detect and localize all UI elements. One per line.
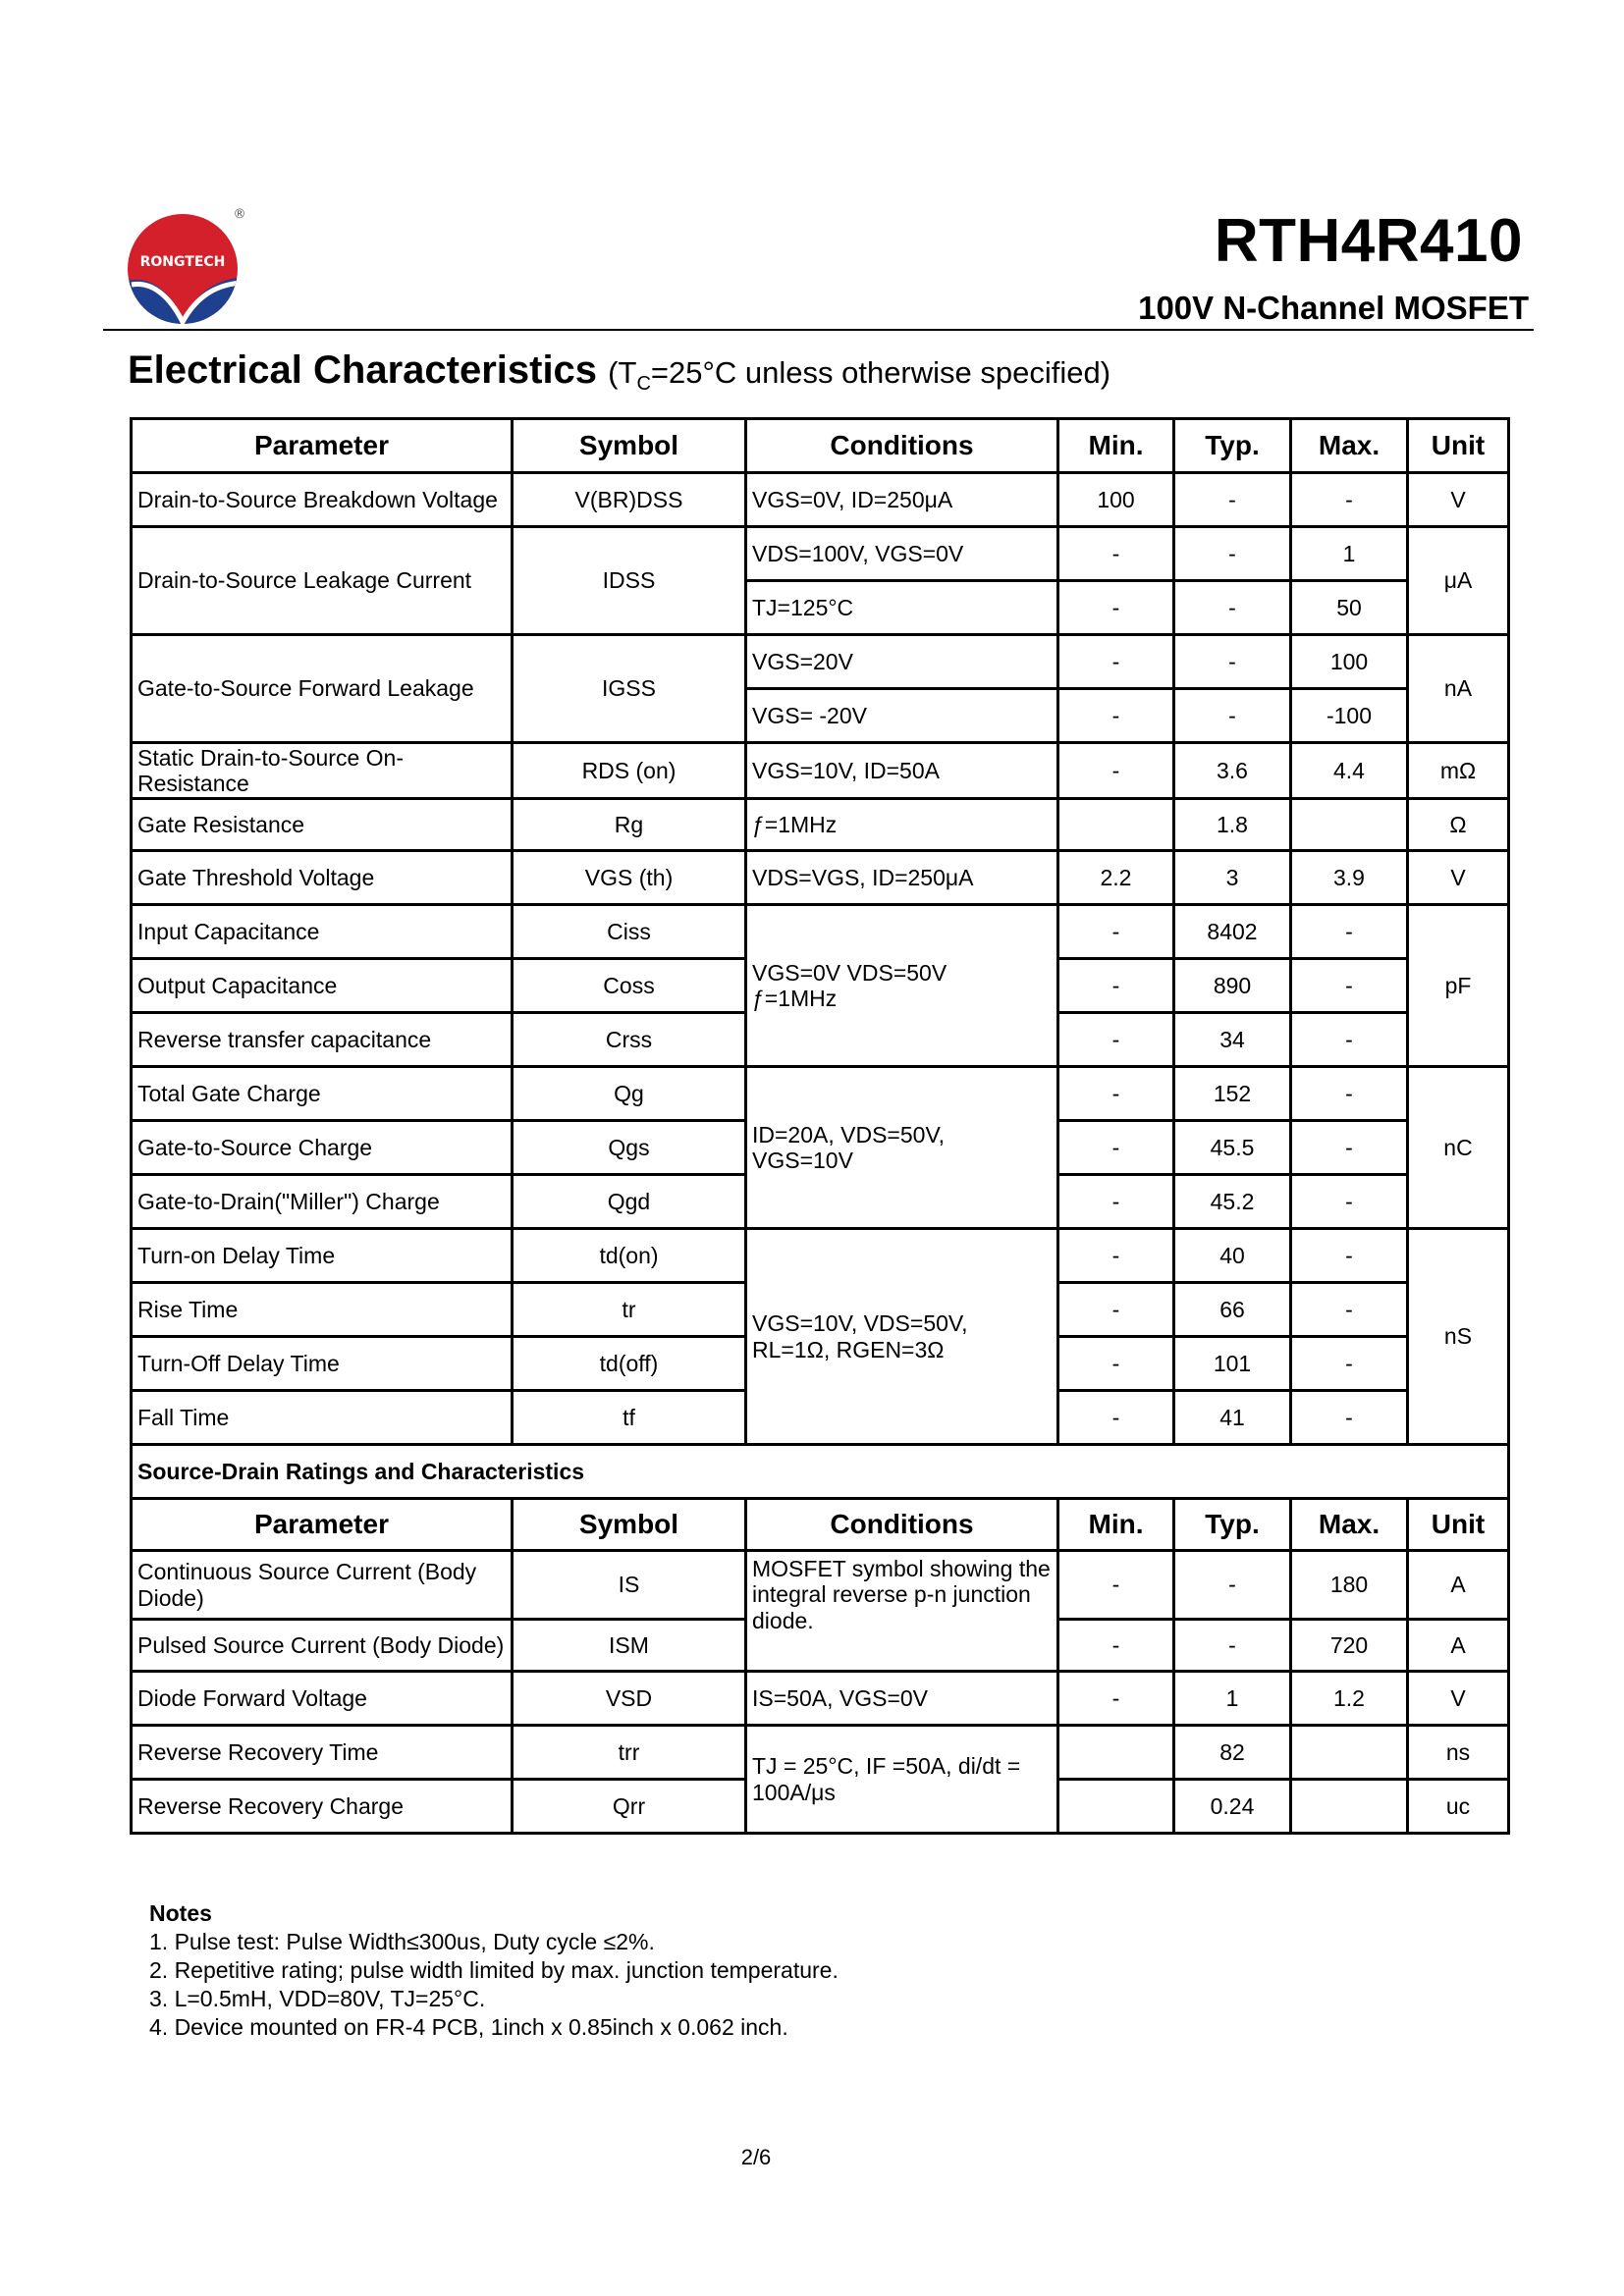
- symbol-cell: Coss: [513, 959, 746, 1013]
- min-cell: -: [1058, 581, 1174, 635]
- symbol-cell: Rg: [513, 799, 746, 851]
- table-row: [132, 799, 1509, 851]
- table-row: [132, 1726, 1509, 1780]
- table-row: [132, 1067, 1509, 1121]
- rongtech-logo: [128, 204, 245, 327]
- max-cell: 100: [1291, 635, 1408, 689]
- header-cell: Parameter: [132, 1499, 513, 1551]
- page-number: 2/6: [740, 2145, 772, 2169]
- symbol-cell: IDSS: [513, 527, 746, 635]
- notes-block: [149, 1899, 839, 2042]
- typ-cell: 101: [1174, 1337, 1291, 1391]
- max-cell: -100: [1291, 689, 1408, 743]
- max-cell: 1: [1291, 527, 1408, 581]
- min-cell: -: [1058, 1620, 1174, 1672]
- notes-title: Notes: [149, 1900, 212, 1926]
- max-cell: -: [1291, 1121, 1408, 1175]
- section-title: Electrical Characteristics ($T_C=25^\circ C$ unless otherwise specified): [128, 348, 1111, 396]
- param-cell: Reverse Recovery Charge: [132, 1780, 513, 1834]
- param-cell: Output Capacitance: [132, 959, 513, 1013]
- table-row: [132, 1229, 1509, 1283]
- param-cell: Fall Time: [132, 1391, 513, 1445]
- min-cell: -: [1058, 689, 1174, 743]
- max-cell: -: [1291, 959, 1408, 1013]
- param-cell: Gate-to-Drain("Miller") Charge: [132, 1175, 513, 1229]
- param-cell: Static Drain-to-Source On-Resistance: [132, 743, 513, 799]
- param-cell: Continuous Source Current (Body Diode): [132, 1551, 513, 1620]
- max-cell: 50: [1291, 581, 1408, 635]
- typ-cell: 82: [1174, 1726, 1291, 1780]
- conditions-cell: VGS=0V VDS=50V ƒ=1MHz: [746, 905, 1058, 1067]
- symbol-cell: IS: [513, 1551, 746, 1620]
- typ-cell: 3.6: [1174, 743, 1291, 799]
- section-heading: Source-Drain Ratings and Characteristics: [132, 1445, 1509, 1499]
- symbol-cell: Qg: [513, 1067, 746, 1121]
- note-item: 2. Repetitive rating; pulse width limited by max. junction temperature.: [149, 1957, 839, 1983]
- param-cell: Diode Forward Voltage: [132, 1672, 513, 1726]
- conditions-cell: VGS=20V: [746, 635, 1058, 689]
- symbol-cell: tf: [513, 1391, 746, 1445]
- min-cell: -: [1058, 1672, 1174, 1726]
- min-cell: -: [1058, 527, 1174, 581]
- symbol-cell: Qrr: [513, 1780, 746, 1834]
- min-cell: [1058, 1726, 1174, 1780]
- conditions-cell: VGS= -20V: [746, 689, 1058, 743]
- min-cell: -: [1058, 1175, 1174, 1229]
- conditions-cell: VDS=VGS, ID=250μA: [746, 851, 1058, 905]
- min-cell: -: [1058, 1121, 1174, 1175]
- max-cell: -: [1291, 473, 1408, 527]
- param-cell: Gate-to-Source Charge: [132, 1121, 513, 1175]
- header-cell: Unit: [1408, 1499, 1509, 1551]
- unit-cell: A: [1408, 1551, 1509, 1620]
- max-cell: [1291, 1726, 1408, 1780]
- header-cell: Typ.: [1174, 419, 1291, 473]
- header-cell: Min.: [1058, 419, 1174, 473]
- typ-cell: 34: [1174, 1013, 1291, 1067]
- min-cell: 2.2: [1058, 851, 1174, 905]
- header-cell: Conditions: [746, 1499, 1058, 1551]
- typ-cell: 0.24: [1174, 1780, 1291, 1834]
- param-cell: Pulsed Source Current (Body Diode): [132, 1620, 513, 1672]
- header-cell: Min.: [1058, 1499, 1174, 1551]
- typ-cell: 1: [1174, 1672, 1291, 1726]
- param-cell: Gate Threshold Voltage: [132, 851, 513, 905]
- svg-text:®: ®: [233, 207, 245, 222]
- param-cell: Gate Resistance: [132, 799, 513, 851]
- conditions-cell: TJ = 25°C, IF =50A, di/dt = 100A/μs: [746, 1726, 1058, 1834]
- symbol-cell: Crss: [513, 1013, 746, 1067]
- min-cell: -: [1058, 635, 1174, 689]
- device-subtitle: 100V N-Channel MOSFET: [1138, 290, 1529, 326]
- header-cell: Conditions: [746, 419, 1058, 473]
- table-row: [132, 1551, 1509, 1620]
- typ-cell: 152: [1174, 1067, 1291, 1121]
- note-item: 3. L=0.5mH, VDD=80V, TJ=25°C.: [149, 1986, 486, 2011]
- max-cell: 4.4: [1291, 743, 1408, 799]
- max-cell: -: [1291, 1175, 1408, 1229]
- symbol-cell: tr: [513, 1283, 746, 1337]
- max-cell: [1291, 799, 1408, 851]
- typ-cell: -: [1174, 473, 1291, 527]
- min-cell: -: [1058, 1013, 1174, 1067]
- conditions-cell: VGS=0V, ID=250μA: [746, 473, 1058, 527]
- conditions-cell: VDS=100V, VGS=0V: [746, 527, 1058, 581]
- min-cell: -: [1058, 1283, 1174, 1337]
- symbol-cell: ISM: [513, 1620, 746, 1672]
- min-cell: -: [1058, 1391, 1174, 1445]
- typ-cell: -: [1174, 1551, 1291, 1620]
- table-header-row: [132, 1499, 1509, 1551]
- param-cell: Reverse Recovery Time: [132, 1726, 513, 1780]
- unit-cell: mΩ: [1408, 743, 1509, 799]
- max-cell: 180: [1291, 1551, 1408, 1620]
- min-cell: -: [1058, 959, 1174, 1013]
- param-cell: Input Capacitance: [132, 905, 513, 959]
- conditions-cell: VGS=10V, VDS=50V, RL=1Ω, RGEN=3Ω: [746, 1229, 1058, 1445]
- symbol-cell: IGSS: [513, 635, 746, 743]
- unit-cell: A: [1408, 1620, 1509, 1672]
- conditions-cell: ƒ=1MHz: [746, 799, 1058, 851]
- header-cell: Parameter: [132, 419, 513, 473]
- typ-cell: 45.5: [1174, 1121, 1291, 1175]
- conditions-cell: MOSFET symbol showing the integral reverse p-n junction diode.: [746, 1551, 1058, 1672]
- param-cell: Drain-to-Source Leakage Current: [132, 527, 513, 635]
- param-cell: Total Gate Charge: [132, 1067, 513, 1121]
- min-cell: -: [1058, 1229, 1174, 1283]
- unit-cell: pF: [1408, 905, 1509, 1067]
- header-cell: Max.: [1291, 419, 1408, 473]
- unit-cell: uc: [1408, 1780, 1509, 1834]
- min-cell: -: [1058, 1337, 1174, 1391]
- note-item: 1. Pulse test: Pulse Width≤300us, Duty cycle ≤2%.: [149, 1929, 655, 1954]
- symbol-cell: Qgd: [513, 1175, 746, 1229]
- unit-cell: V: [1408, 851, 1509, 905]
- unit-cell: μA: [1408, 527, 1509, 635]
- typ-cell: 40: [1174, 1229, 1291, 1283]
- param-cell: Reverse transfer capacitance: [132, 1013, 513, 1067]
- max-cell: -: [1291, 1229, 1408, 1283]
- typ-cell: -: [1174, 1620, 1291, 1672]
- symbol-cell: VSD: [513, 1672, 746, 1726]
- conditions-cell: IS=50A, VGS=0V: [746, 1672, 1058, 1726]
- param-cell: Turn-Off Delay Time: [132, 1337, 513, 1391]
- svg-text:RONGTECH: RONGTECH: [139, 254, 226, 270]
- table-row: [132, 1672, 1509, 1726]
- symbol-cell: VGS (th): [513, 851, 746, 905]
- min-cell: -: [1058, 1067, 1174, 1121]
- unit-cell: ns: [1408, 1726, 1509, 1780]
- part-number: RTH4R410: [1214, 207, 1523, 275]
- unit-cell: V: [1408, 1672, 1509, 1726]
- param-cell: Drain-to-Source Breakdown Voltage: [132, 473, 513, 527]
- unit-cell: nS: [1408, 1229, 1509, 1445]
- unit-cell: V: [1408, 473, 1509, 527]
- symbol-cell: V(BR)DSS: [513, 473, 746, 527]
- max-cell: 720: [1291, 1620, 1408, 1672]
- min-cell: -: [1058, 905, 1174, 959]
- conditions-cell: ID=20A, VDS=50V, VGS=10V: [746, 1067, 1058, 1229]
- typ-cell: -: [1174, 635, 1291, 689]
- conditions-cell: TJ=125°C: [746, 581, 1058, 635]
- max-cell: -: [1291, 1067, 1408, 1121]
- header-divider: [103, 329, 1534, 331]
- conditions-cell: VGS=10V, ID=50A: [746, 743, 1058, 799]
- table-row: [132, 905, 1509, 959]
- unit-cell: nC: [1408, 1067, 1509, 1229]
- param-cell: Rise Time: [132, 1283, 513, 1337]
- min-cell: 100: [1058, 473, 1174, 527]
- typ-cell: 8402: [1174, 905, 1291, 959]
- typ-cell: 3: [1174, 851, 1291, 905]
- symbol-cell: Ciss: [513, 905, 746, 959]
- typ-cell: 1.8: [1174, 799, 1291, 851]
- symbol-cell: RDS (on): [513, 743, 746, 799]
- header-cell: Typ.: [1174, 1499, 1291, 1551]
- param-cell: Turn-on Delay Time: [132, 1229, 513, 1283]
- section-row: [132, 1445, 1509, 1499]
- typ-cell: 66: [1174, 1283, 1291, 1337]
- note-item: 4. Device mounted on FR-4 PCB, 1inch x 0.85inch x 0.062 inch.: [149, 2014, 788, 2040]
- min-cell: [1058, 799, 1174, 851]
- table-row: [132, 527, 1509, 581]
- max-cell: -: [1291, 905, 1408, 959]
- max-cell: [1291, 1780, 1408, 1834]
- max-cell: 3.9: [1291, 851, 1408, 905]
- table-row: [132, 851, 1509, 905]
- typ-cell: 45.2: [1174, 1175, 1291, 1229]
- header-cell: Symbol: [513, 1499, 746, 1551]
- max-cell: -: [1291, 1337, 1408, 1391]
- table-row: [132, 473, 1509, 527]
- min-cell: -: [1058, 1551, 1174, 1620]
- typ-cell: 41: [1174, 1391, 1291, 1445]
- table-row: [132, 743, 1509, 799]
- min-cell: [1058, 1780, 1174, 1834]
- max-cell: -: [1291, 1283, 1408, 1337]
- min-cell: -: [1058, 743, 1174, 799]
- symbol-cell: trr: [513, 1726, 746, 1780]
- header-cell: Symbol: [513, 419, 746, 473]
- table-row: [132, 635, 1509, 689]
- unit-cell: Ω: [1408, 799, 1509, 851]
- typ-cell: -: [1174, 581, 1291, 635]
- symbol-cell: td(off): [513, 1337, 746, 1391]
- electrical-characteristics-table: [130, 417, 1510, 1835]
- typ-cell: 890: [1174, 959, 1291, 1013]
- typ-cell: -: [1174, 689, 1291, 743]
- max-cell: -: [1291, 1391, 1408, 1445]
- max-cell: -: [1291, 1013, 1408, 1067]
- symbol-cell: Qgs: [513, 1121, 746, 1175]
- table-header-row: [132, 419, 1509, 473]
- unit-cell: nA: [1408, 635, 1509, 743]
- header-cell: Max.: [1291, 1499, 1408, 1551]
- max-cell: 1.2: [1291, 1672, 1408, 1726]
- typ-cell: -: [1174, 527, 1291, 581]
- header-cell: Unit: [1408, 419, 1509, 473]
- symbol-cell: td(on): [513, 1229, 746, 1283]
- param-cell: Gate-to-Source Forward Leakage: [132, 635, 513, 743]
